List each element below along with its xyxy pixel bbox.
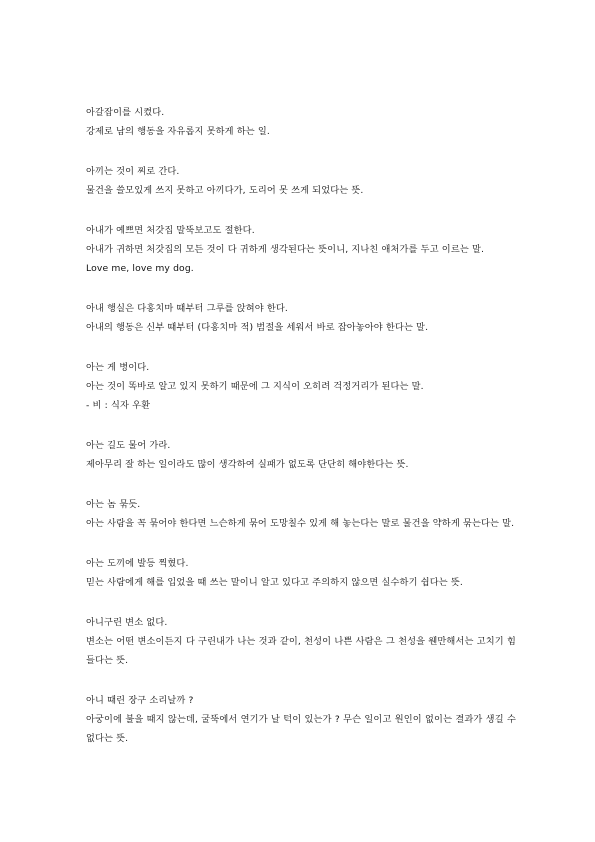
proverb-entry <box>86 299 516 337</box>
proverb-entry <box>86 495 516 533</box>
proverb-entry <box>86 436 516 474</box>
proverb-list <box>86 103 516 769</box>
proverb-entry <box>86 103 516 141</box>
proverb-meaning: 아내가 귀하면 처갓집의 모든 것이 다 귀하게 생각된다는 뜻이니, 지나친 애처가를 두고 이르는 말. <box>86 244 485 255</box>
proverb-title: 아내 행실은 다홍치마 때부터 그루를 앉혀야 한다. <box>86 303 288 314</box>
proverb-entry <box>86 554 516 592</box>
proverb-english: Love me, love my dog. <box>86 263 194 274</box>
proverb-meaning: 강제로 남의 행동을 자유롭지 못하게 하는 일. <box>86 126 270 137</box>
proverb-entry <box>86 613 516 670</box>
proverb-entry <box>86 691 516 748</box>
proverb-meaning: 아내의 행동은 신부 때부터 (다홍치마 적) 범절을 세워서 바로 잡아놓아야 한다는 말. <box>86 322 429 333</box>
proverb-meaning: 아는 사람을 꼭 묶어야 한다면 느슨하게 묶어 도망칠수 있게 해 놓는다는 말로 물건을 약하게 묶는다는 말. <box>86 518 515 529</box>
proverb-similar: - 비 : 식자 우환 <box>86 400 151 411</box>
proverb-title: 아니구린 변소 없다. <box>86 617 168 628</box>
proverb-meaning: 물건을 쓸모있게 쓰지 못하고 아끼다가, 도리어 못 쓰게 되었다는 뜻. <box>86 185 364 196</box>
proverb-meaning: 제아무리 잘 하는 일이라도 많이 생각하여 실패가 없도록 단단히 해야한다는 뜻. <box>86 459 409 470</box>
proverb-entry <box>86 162 516 200</box>
proverb-title: 아는 게 병이다. <box>86 362 150 373</box>
proverb-title: 아끼는 것이 찌로 간다. <box>86 166 180 177</box>
proverb-entry <box>86 358 516 415</box>
proverb-title: 아니 때린 장구 소리날까 ? <box>86 695 194 706</box>
proverb-title: 아내가 예쁘면 처갓집 말뚝보고도 절한다. <box>86 225 255 236</box>
proverb-meaning: 아궁이에 불을 때지 않는데, 굴뚝에서 연기가 날 턱이 있는가 ? 무슨 일이고 원인이 없이는 결과가 생길 수 없다는 뜻. <box>86 714 516 744</box>
proverb-meaning: 변소는 어떤 변소이든지 다 구린내가 나는 것과 같이, 천성이 나쁜 사람은 그 천성을 웬만해서는 고치기 힘들다는 뜻. <box>86 636 516 666</box>
proverb-title: 아갈잡이를 시켰다. <box>86 107 165 118</box>
proverb-meaning: 아는 것이 똑바로 알고 있지 못하기 때문에 그 지식이 오히려 걱정거리가 된다는 말. <box>86 381 424 392</box>
proverb-entry <box>86 221 516 278</box>
proverb-meaning: 믿는 사람에게 해를 입었을 때 쓰는 말이니 알고 있다고 주의하지 않으면 실수하기 쉽다는 뜻. <box>86 577 463 588</box>
proverb-title: 아는 길도 물어 가라. <box>86 440 171 451</box>
proverb-title: 아는 도끼에 발등 찍혔다. <box>86 558 189 569</box>
proverb-title: 아는 놈 묶듯. <box>86 499 141 510</box>
